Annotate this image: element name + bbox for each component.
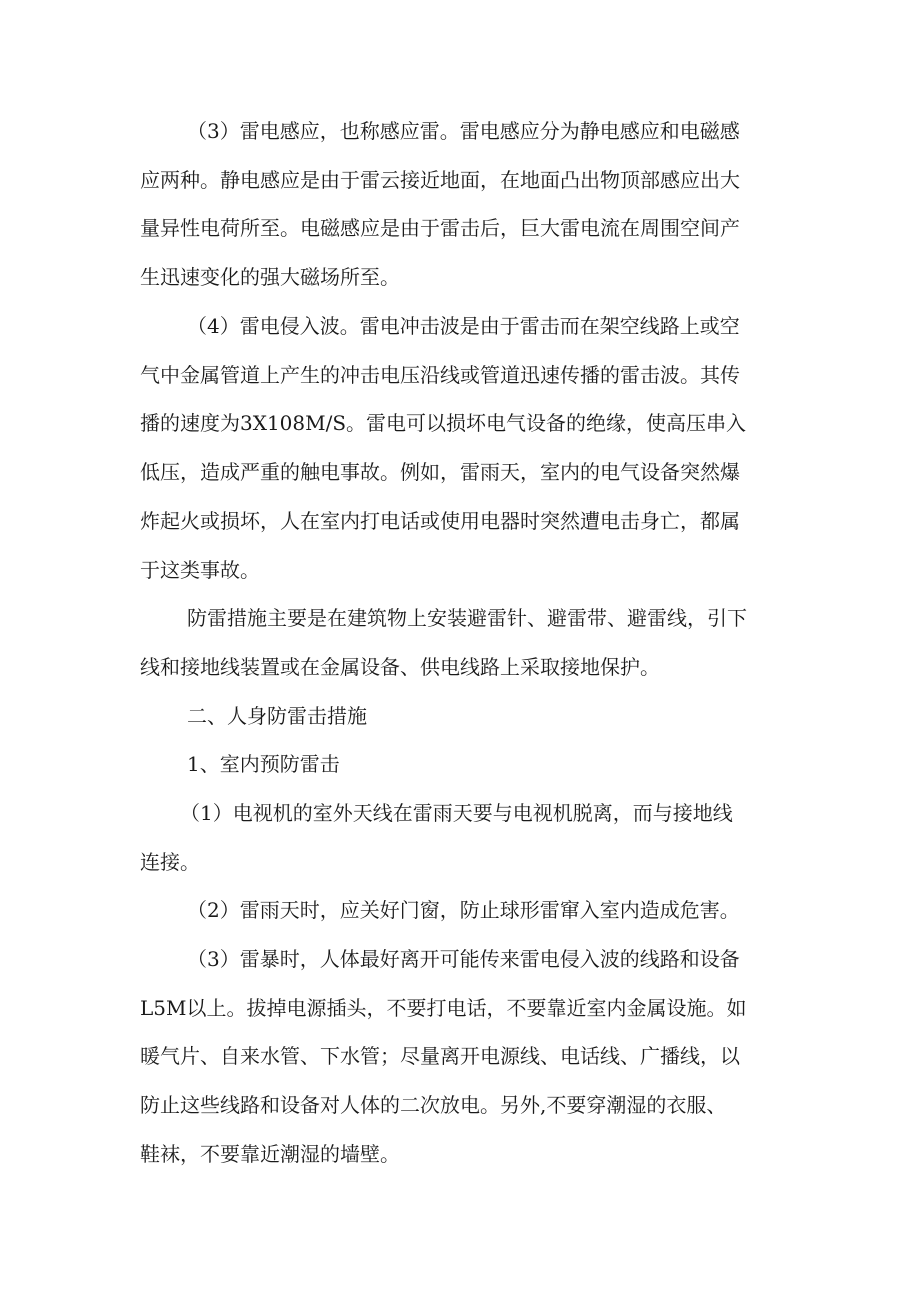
text-line: 暖气片、自来水管、下水管；尽量离开电源线、电话线、广播线，以 [140,1044,740,1068]
section-heading: 二、人身防雷击措施 [187,704,367,728]
text-line: 应两种。静电感应是由于雷云接近地面，在地面凸出物顶部感应出大 [140,168,740,192]
text-line: （3）雷电感应，也称感应雷。雷电感应分为静电感应和电磁感 [187,119,740,143]
text-line: （3）雷暴时，人体最好离开可能传来雷电侵入波的线路和设备 [187,947,740,971]
text-line: 防止这些线路和设备对人体的二次放电。另外,不要穿潮湿的衣服、 [140,1093,727,1117]
text-line: （4）雷电侵入波。雷电冲击波是由于雷击而在架空线路上或空 [187,314,740,338]
text-line: 播的速度为3X108M/S。雷电可以损坏电气设备的绝缘，使高压串入 [140,411,747,435]
text-line: L5M以上。拔掉电源插头，不要打电话，不要靠近室内金属设施。如 [140,996,747,1020]
text-line: 低压，造成严重的触电事故。例如，雷雨天，室内的电气设备突然爆 [140,460,740,484]
text-line: 生迅速变化的强大磁场所至。 [140,265,400,289]
subsection-heading: 1、室内预防雷击 [187,752,340,776]
text-line: 鞋袜，不要靠近潮湿的墙壁。 [140,1142,400,1166]
text-line: 量异性电荷所至。电磁感应是由于雷击后，巨大雷电流在周围空间产 [140,216,740,240]
text-line: 气中金属管道上产生的冲击电压沿线或管道迅速传播的雷击波。其传 [140,363,740,387]
text-line: 连接。 [140,850,200,874]
text-line: 炸起火或损坏，人在室内打电话或使用电器时突然遭电击身亡，都属 [140,509,740,533]
text-line: 防雷措施主要是在建筑物上安装避雷针、避雷带、避雷线，引下 [187,606,747,630]
text-line: 线和接地线装置或在金属设备、供电线路上采取接地保护。 [140,655,660,679]
text-line: （2）雷雨天时，应关好门窗，防止球形雷窜入室内造成危害。 [187,898,740,922]
text-line: 于这类事故。 [140,558,260,582]
text-line: （1）电视机的室外天线在雷雨天要与电视机脱离，而与接地线 [180,801,733,825]
